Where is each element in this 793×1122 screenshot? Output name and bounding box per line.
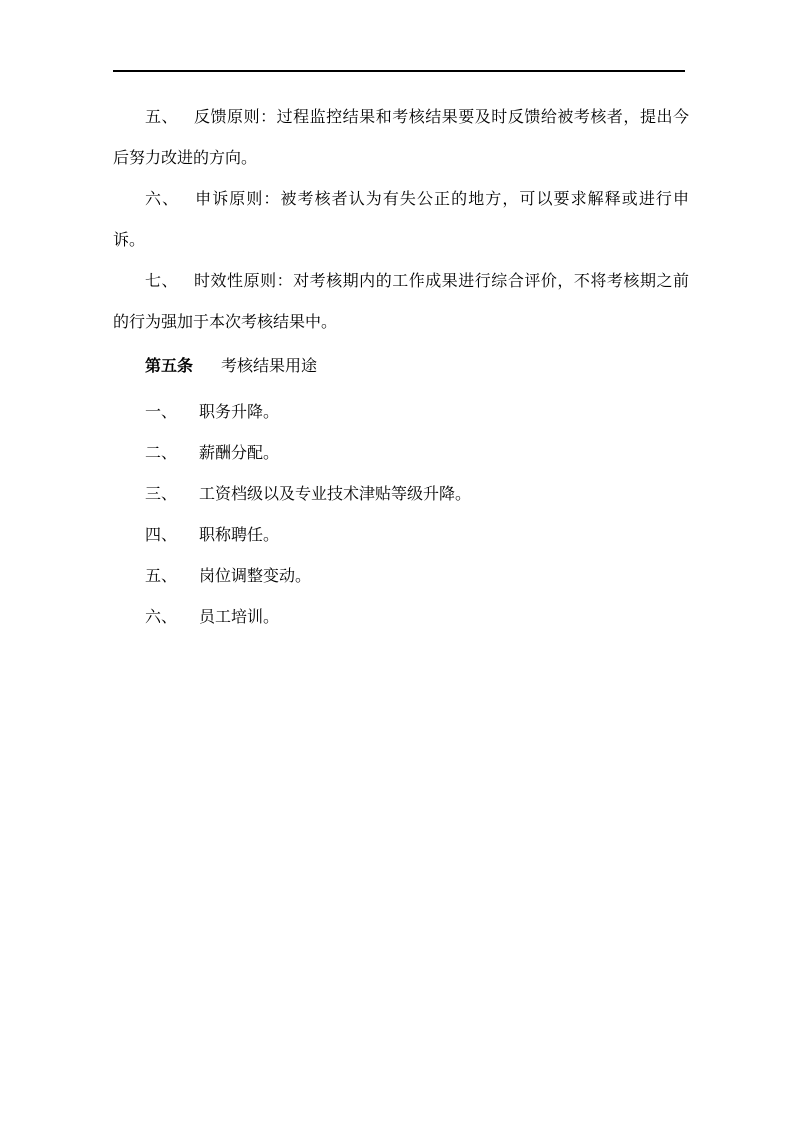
use-item-5 bbox=[113, 556, 689, 597]
principle-text: 时效性原则：对考核期内的工作成果进行综合评价，不将考核期之前的行为强加于本次考核结果中。 bbox=[113, 273, 689, 331]
use-item-number: 六、 bbox=[145, 609, 178, 626]
use-item-number: 三、 bbox=[145, 486, 178, 503]
use-item-text: 员工培训。 bbox=[199, 609, 280, 626]
principle-number: 六、 bbox=[145, 191, 180, 208]
principle-paragraph-6 bbox=[113, 179, 689, 261]
section-heading-number: 第五条 bbox=[145, 358, 194, 375]
use-item-4 bbox=[113, 515, 689, 556]
use-item-text: 岗位调整变动。 bbox=[199, 568, 312, 585]
use-item-number: 四、 bbox=[145, 527, 178, 544]
principle-paragraph-7 bbox=[113, 261, 689, 343]
use-item-3 bbox=[113, 474, 689, 515]
principle-number: 七、 bbox=[145, 273, 179, 290]
principle-paragraph-5 bbox=[113, 97, 689, 179]
use-item-number: 一、 bbox=[145, 404, 178, 421]
use-item-text: 职称聘任。 bbox=[199, 527, 280, 544]
use-item-text: 薪酬分配。 bbox=[199, 445, 280, 462]
use-item-2 bbox=[113, 433, 689, 474]
section-heading bbox=[113, 346, 689, 387]
use-item-6 bbox=[113, 597, 689, 638]
use-item-number: 五、 bbox=[145, 568, 178, 585]
principle-number: 五、 bbox=[145, 109, 179, 126]
header-divider-line bbox=[113, 70, 685, 72]
use-item-text: 工资档级以及专业技术津贴等级升降。 bbox=[199, 486, 472, 503]
use-item-text: 职务升降。 bbox=[199, 404, 280, 421]
use-item-number: 二、 bbox=[145, 445, 178, 462]
section-heading-title: 考核结果用途 bbox=[221, 358, 318, 375]
use-item-1 bbox=[113, 392, 689, 433]
principle-text: 申诉原则：被考核者认为有失公正的地方，可以要求解释或进行申诉。 bbox=[113, 191, 689, 249]
principle-text: 反馈原则：过程监控结果和考核结果要及时反馈给被考核者，提出今后努力改进的方向。 bbox=[113, 109, 689, 167]
document-content bbox=[113, 97, 689, 638]
